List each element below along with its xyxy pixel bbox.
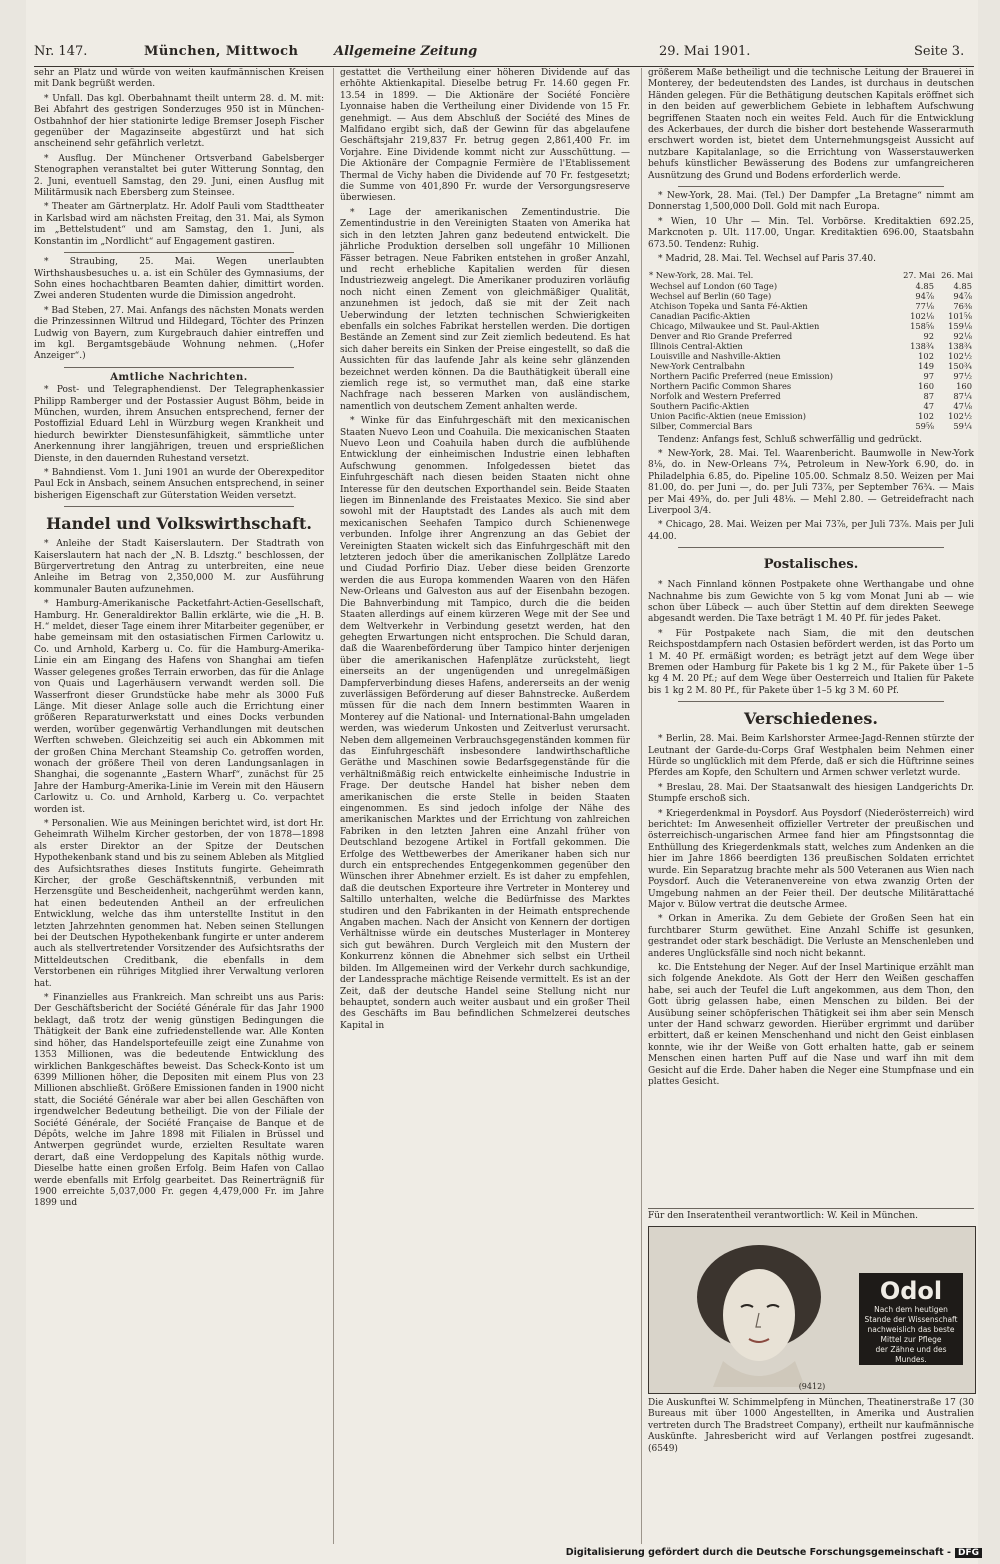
article-paragraph: * Post- und Telegraphendienst. Der Telegraphenkassier Philipp Ramberger und der Postassier August Böhm, beide in München, wurden, ihrem Ansuchen entsprechend, ferner der Postoffizial Eduard Lehl in Würzburg wegen Krankheit und hiedurch bewirkter Dienstesunfähigkeit, sämmtliche unter Anerkennung ihrer langjährigen, treuen und ersprießlichen Dienste, in den dauernden Ruhestand versetzt. (34, 385, 324, 464)
market-col-head: 26. Mai (941, 269, 973, 280)
market-price: 76⅜ (953, 300, 972, 311)
market-security: Silber, Commercial Bars (650, 420, 753, 431)
article-paragraph: * Ausflug. Der Münchener Ortsverband Gabelsberger Stenographen veranstaltet bei guter Witterung Sonntag, den 2. Juni, eventuell Samstag, den 29. Juni, einen Ausflug mit Militärmusik nach Ebersberg zum Steinsee. (34, 153, 324, 199)
market-row (648, 311, 974, 321)
market-price: 102½ (948, 350, 972, 361)
market-price: 101⅝ (948, 310, 972, 321)
market-heading: * New-York, 28. Mai. Tel. (649, 269, 754, 280)
market-row (648, 421, 974, 431)
market-price: 159⅛ (948, 320, 972, 331)
divider (64, 367, 294, 368)
market-price: 102 (918, 410, 934, 421)
ad-line: Mittel zur Pflege (880, 1335, 942, 1344)
article-paragraph: sehr an Platz und würde von weiten kaufmännischen Kreisen mit Dank begrüßt werden. (34, 68, 324, 90)
market-price: 97 (923, 370, 934, 381)
market-row (648, 371, 974, 381)
market-row (648, 341, 974, 351)
market-price: 138¾ (910, 340, 934, 351)
article-paragraph: * Kriegerdenkmal in Poysdorf. Aus Poysdorf (Niederösterreich) wird berichtet: Im Anwesenheit offizieller Vertreter der preußischen und österreichisch-ungarischen Armee fand hier am Pfingstsonntag die Enthüllung des Kriegerdenkmals statt, welches zum Andenken an die hier im Jahre 1866 beerdigten 136 preußischen Soldaten errichtet wurde. Ein Separatzug brachte mehr als 500 Veteranen aus Wien nach Poysdorf. Auch die Veteranenvereine von etwa zwanzig Orten der Umgebung nahmen an der Feier theil. Der deutsche Militärattaché Major v. Bülow vertrat die deutsche Armee. (648, 808, 974, 910)
market-price: 94⅞ (953, 290, 972, 301)
market-price: 160 (918, 380, 934, 391)
market-row (648, 391, 974, 401)
market-price: 87 (923, 390, 934, 401)
market-price: 138¾ (948, 340, 972, 351)
article-paragraph: * Anleihe der Stadt Kaiserslautern. Der Stadtrath von Kaiserslautern hat nach der „N. B. Ldsztg.“ beschlossen, der Bürgervertretung den Antrag zu unterbreiten, eine neue Anleihe im Betrag von 2,350,000 M. zur Ausführung kommunaler Bauten aufzunehmen. (34, 539, 324, 595)
market-row (648, 281, 974, 291)
article-paragraph: * New-York, 28. Mai. (Tel.) Der Dampfer „La Bretagne“ nimmt am Donnerstag 1,500,000 Doll. Gold mit nach Europa. (648, 191, 974, 213)
market-row (648, 321, 974, 331)
article-paragraph: * Bad Steben, 27. Mai. Anfangs des nächsten Monats werden die Prinzessinnen Wiltrud und Hildegard, Töchter des Prinzen Ludwig von Bayern, zum Kurgebrauch dahier eintreffen und im kgl. Bergamtsgebäude Wohnung nehmen. („Hofer Anzeiger“.) (34, 305, 324, 362)
dfg-logo: DFG (955, 1548, 982, 1558)
article-paragraph: * Straubing, 25. Mai. Wegen unerlaubten Wirthshausbesuches u. a. ist ein Schüler des Gymnasiums, der Sohn eines hochachtbaren Beamten dahier, dimittirt worden. Zwei anderen Studenten wurde die Dimission angedroht. (34, 257, 324, 302)
market-row (648, 301, 974, 311)
article-paragraph: * Theater am Gärtnerplatz. Hr. Adolf Pauli vom Stadttheater in Karlsbad wird am nächsten Freitag, den 31. Mai, als Symon im „Bettelstudent“ und am Samstag, den 1. Juni, als Konstantin im „Nordlicht“ auf Engagement gastiren. (34, 202, 324, 247)
column-rule (641, 68, 642, 1544)
market-price: 92 (923, 330, 934, 341)
market-price: 158⅝ (910, 320, 934, 331)
divider (678, 547, 944, 548)
market-row (648, 381, 974, 391)
market-price: 160 (956, 380, 972, 391)
article-paragraph: Tendenz: Anfangs fest, Schluß schwerfällig und gedrückt. (658, 434, 923, 445)
odol-bottle-label (859, 1273, 963, 1365)
article-paragraph: gestattet die Vertheilung einer höheren Dividende auf das erhöhte Aktienkapital. Dieselbe betrug Fr. 14.60 gegen Fr. 13.54 in 1899. — Die Aktionäre der Société Foncière Lyonnaise haben die Vertheilung einer Dividende von 15 Fr. genehmigt. — Aus dem Abschluß der Société des Mines de Malfidano ergibt sich, daß der Gewinn für das abgelaufene Geschäftsjahr 219,837 Fr. betrug gegen 2,861,400 Fr. im Vorjahre. Eine Dividende kommt nicht zur Ausschüttung. — Die Aktionäre der Compagnie Fermière de l'Etablissement Thermal de Vichy haben die Dividende auf 70 Fr. festgesetzt; die Summe von 401,890 Fr. wurde der Versorgungsreserve überwiesen. (340, 68, 630, 204)
ad-code: (9412) (798, 1382, 826, 1391)
market-price: 59⅝ (915, 420, 934, 431)
market-row (648, 291, 974, 301)
divider (678, 701, 944, 702)
market-security: Wechsel auf London (60 Tage) (650, 280, 778, 291)
market-price: 102 (918, 350, 934, 361)
masthead-rule (34, 66, 974, 67)
market-security: Louisville and Nashville-Aktien (650, 350, 781, 361)
market-price: 94⅞ (915, 290, 934, 301)
masthead (34, 44, 974, 68)
market-security: Illinois Central-Aktien (650, 340, 743, 351)
column-1 (34, 68, 324, 1548)
market-row (648, 331, 974, 341)
ad-line: der Zähne und des Mundes. (875, 1345, 947, 1364)
article-paragraph: * Wien, 10 Uhr — Min. Tel. Vorbörse. Kreditaktien 692.25, Markcnoten p. Ult. 117.00, Ungar. Kreditaktien 696.00, Staatsbahn 673.50. Tendenz: Ruhig. (648, 216, 974, 250)
market-row (648, 351, 974, 361)
market-security: Wechsel auf Berlin (60 Tage) (650, 290, 772, 301)
market-security: Chicago, Milwaukee und St. Paul-Aktien (650, 320, 820, 331)
article-paragraph: kc. Die Entstehung der Neger. Auf der Insel Martinique erzählt man sich folgende Anekdote. Als Gott der Herr den Weißen geschaffen habe, sei auch der Teufel die Luft angekommen, aus dem Thon, den Gott übrig gelassen habe, einen Menschen zu bilden. Bei der Ausübung seiner schöpferischen Thätigkeit sei ihm aber sein Mensch unter der Hand schwarz geworden. Hierüber ergrimmt und darüber erbittert, daß er keinen Menschenhand und nicht den Geist einblasen konnte, wie ihr der Weiße von Gott erhalten hatte, gab er seinem Menschen einen harten Puff auf die Nase und warf ihn mit dem Gesicht auf die Erde. Daher haben die Neger eine Stumpfnase und ein plattes Gesicht. (648, 962, 974, 1087)
article-paragraph: größerem Maße betheiligt und die technische Leitung der Brauerei in Monterey, der bedeutendsten des Landes, ist durchaus in deutschen Händen gelegen. Für die Bethätigung deutschen Kapitals eröffnet sich in den beiden auf gewerblichem Gebiete in lebhaftem Aufschwung begriffenen Staaten noch ein weites Feld. Auch für die Entwicklung des Ackerbaues, der durch die bisher dort bestehende Wasserarmuth erschwert worden ist, bietet dem Unternehmungsgeist Aussicht auf nutzbare Kapitalanlage, so die Errichtung von Wasserstauwerken behufs künstlicher Bewässerung des Bodens zur umfangreicheren Ausnützung des Grund und Bodens erforderlich werde. (648, 68, 974, 181)
market-price: 4.85 (953, 280, 972, 291)
divider (678, 186, 944, 187)
market-security: Union Pacific-Aktien (neue Emission) (650, 410, 807, 421)
divider (64, 252, 294, 253)
market-price: 97½ (953, 370, 972, 381)
market-price: 47⅛ (953, 400, 972, 411)
article-paragraph: * Lage der amerikanischen Zementindustrie. Die Zementindustrie in den Vereinigten Staaten von Amerika hat sich in den letzten Jahren ganz bedeutend entwickelt. Die jährliche Produktion derselben soll ungefähr 10 Millionen Fässer betragen. Neue Fabriken entstehen in großer Anzahl, und recht erhebliche Kapitalien werden für diesen Industriezweig angelegt. Die Amerikaner produziren vorläufig noch nicht einen Zement von gleichmäßiger Qualität, anzunehmen ist jedoch, daß sie mit der Zeit nach Ueberwindung der letzten technischen Schwierigkeiten ebenfalls ein solches Fabrikat herstellen werden. Die dortigen Bestände an Zement sind zur Zeit ziemlich bedeutend. Es hat sich daher bereits ein Sinken der Preise eingestellt, so daß die Aussichten für das laufende Jahr als keine sehr glänzenden bezeichnet werden können. Da die Bauthätigkeit überall eine ziemlich rege ist, so vermuthet man, daß eine starke Nachfrage nach besseren Marken von ausländischem, namentlich von deutschem Zement anhalten werde. (340, 207, 630, 412)
article-paragraph: * Berlin, 28. Mai. Beim Karlshorster Armee-Jagd-Rennen stürzte der Leutnant der Garde-du-Corps Graf Westphalen beim Nehmen einer Hürde so unglücklich mit dem Pferde, daß er sich die Hüftrinne seines Pferdes am Kopfe, den Schultern und Armen schwer verletzt wurde. (648, 734, 974, 779)
column-rule (333, 68, 334, 1544)
market-price: 150¾ (948, 360, 972, 371)
section-heading: Verschiedenes. (744, 709, 878, 729)
market-security: Northern Pacific Common Shares (650, 380, 792, 391)
editor-line: Für den Inseratentheil verantwortlich: W. Keil in München. (648, 1208, 974, 1221)
article-paragraph: * Unfall. Das kgl. Oberbahnamt theilt unterm 28. d. M. mit: Bei Abfahrt des gestrigen Sonderzuges 950 ist in München-Ostbahnhof der hier stationirte ledige Bremser Joseph Fischer gegenüber der Magazinseite abgestürzt und hat sich anscheinend sehr gefährlich verletzt. (34, 93, 324, 150)
market-price: 92⅛ (953, 330, 972, 341)
article-paragraph: * Chicago, 28. Mai. Weizen per Mai 73⅞, per Juli 73⅞. Mais per Juli 44.00. (648, 520, 974, 542)
market-security: Canadian Pacific-Aktien (650, 310, 751, 321)
ad-line: Nach dem heutigen (874, 1305, 948, 1314)
market-security: Southern Pacific-Aktien (650, 400, 750, 411)
woman-portrait-illustration (679, 1237, 839, 1387)
market-price: 102½ (948, 410, 972, 421)
article-paragraph: * Personalien. Wie aus Meiningen berichtet wird, ist dort Hr. Geheimrath Wilhelm Kircher gestorben, der von 1878—1898 als erster Direktor an der Spitze der Deutschen Hypothekenbank stand und bis zu seinem Ableben als Mitglied des Aufsichtsrathes dieses Instituts fungirte. Geheimrath Kircher, der große Geschäftskenntniß, verbunden mit Herzensgüte und Bescheidenheit, nachgerühmt werden kann, hat einen bedeutenden Antheil an der erfreulichen Entwicklung, welche das ihm unterstellte Institut in den letzten Jahrzehnten genommen hat. Neben seinen Stellungen bei der Deutschen Hypothekenbank fungirte er unter anderem auch als stellvertretender Vorsitzender des Aufsichtsraths der Mitteldeutschen Creditbank, die ebenfalls in dem Verstorbenen ein rühriges Mitglied ihrer Verwaltung verloren hat. (34, 818, 324, 989)
section-heading: Postalisches. (763, 557, 859, 573)
credit-text: Digitalisierung gefördert durch die Deutsche Forschungsgemeinschaft - (565, 1547, 951, 1558)
article-paragraph: * Bahndienst. Vom 1. Juni 1901 an wurde der Oberexpeditor Paul Eck in Ansbach, seinem Ansuchen entsprechend, in seiner bisherigen Eigenschaft zur Güterstation Weiden versetzt. (34, 468, 324, 501)
section-subheading: Amtliche Nachrichten. (110, 371, 248, 383)
schimmelpfeng-advertisement: Die Auskunftei W. Schimmelpfeng in München, Theatinerstraße 17 (30 Bureaus mit über 1000 Angestellten, in Amerika und Australien vertreten durch The Bradstreet Company), ertheilt nur kaufmännische Auskünfte. Jahresbericht wird auf Verlangen postfrei zugesandt. (6549) (648, 1398, 974, 1454)
market-security: Atchison Topeka und Santa Fé-Aktien (650, 300, 808, 311)
article-paragraph: * Hamburg-Amerikanische Packetfahrt-Actien-Gesellschaft, Hamburg. Hr. Generaldirektor Ballin erklärte, wie die „H. B. H.“ meldet, dieser Tage einem ihrer Mitarbeiter gegenüber, er habe gemeinsam mit den ostasiatischen Firmen Carlowitz u. Co. und Arnhold, Karberg u. Co. für die Hamburg-Amerika-Linie ein am Eingang des Hafens von Shanghai am tiefen Wasser gelegenes großes Terrain erworben, das für die Anlage von Quais und Lagerhäusern verwandt werden soll. Die Wasserfront dieser Grundstücke habe mehr als 3000 Fuß Länge. Mit dieser Anlage solle auch die Errichtung einer größeren Reparaturwerkstatt und eines Docks verbunden werden, worüber gegenwärtig Verhandlungen mit deutschen Werften schweben. Gleichzeitig sei auch ein Abkommen mit der großen China Merchant Steamship Co. getroffen worden, wonach der größere Theil von deren Landungsanlagen in Shanghai, die sogenannte „Eastern Wharf“, zunächst für 25 Jahre der Hamburg-Amerika-Linie im Verein mit den Häusern Carlowitz u. Co. und Arnhold, Karberg u. Co. verpachtet worden ist. (34, 599, 324, 815)
market-table (648, 269, 974, 431)
article-paragraph: * Winke für das Einfuhrgeschäft mit den mexicanischen Staaten Nuevo Leon und Coahuila. Die mexicanischen Staaten Nuevo Leon und Coahuila haben durch die aufblühende Entwicklung der einheimischen Industrie einen lebhaften Aufschwung genommen. Infolgedessen bietet das Einfuhrgeschäft nach diesen beiden Staaten nicht ohne Interesse für den deutschen Exporthandel sein. Beide Staaten liegen im Binnenlande des Freistaates Mexico. Sie sind aber sowohl mit der Hauptstadt des Landes als auch mit dem mexicanischen Seehafen Tampico durch Schienenwege verbunden. Infolge ihrer Angrenzung an das Gebiet der Vereinigten Staaten wickelt sich das Einfuhrgeschäft mit den letzteren jedoch über die amerikanischen Zollplätze Laredo und Ciudad Porfirio Diaz. Ueber diese beiden Grenzorte werden die aus Europa kommenden Waaren von den Häfen New-Orleans und Galveston aus auf der Eisenbahn bezogen. Die Bahnverbindung mit Tampico, durch die die beiden Staaten allerdings auf einem kürzeren Wege mit der See und dem Weltverkehr in Verbindung gesetzt werden, hat den gehegten Erwartungen nicht entsprochen. Die Schuld daran, daß die Waarenbeförderung über Tampico hinter derjenigen über die amerikanischen Hafenplätze zurücksteht, liegt einerseits an der ungenügenden und unregelmäßigen Dampferverbindung dieses Hafens, andererseits an der wenig zuverlässigen Beförderung auf dieser Bahnstrecke. Außerdem müssen für die nach dem Innern bestimmten Waaren in Monterey auf die National- und International-Bahn umgeladen werden, was wiederum Unkosten und Zeitverlust verursacht. Neben dem allgemeinen Verbrauchsgegenständen kommen für das Einfuhrgeschäft insbesondere landwirthschaftliche Geräthe und Maschinen sowie Bedarfsgegenstände für die verhältnißmäßig reich entwickelte einheimische Industrie in Frage. Der deutsche Handel hat bisher neben dem amerikanischen die erste Stelle in beiden Staaten eingenommen. Es sind jedoch infolge der Nähe des amerikanischen Marktes und der Errichtung von zahlreichen Fabriken in den letzten Jahren eine Anzahl früher von Deutschland bezogene Artikel in Fortfall gekommen. Die Erfolge des Wettbewerbes der Amerikaner haben sich nur durch ein entsprechendes Entgegenkommen gegenüber den Wünschen ihrer Abnehmer erzielt. Es ist daher zu empfehlen, daß die deutschen Exporteure ihre Vertreter in Monterey und Saltillo unterhalten, welche die Bedürfnisse des Marktes studiren und den Fabrikanten in der Heimath entsprechende Angaben machen. Nach der Ansicht von Kennern der dortigen Verhältnisse würde ein deutsches Musterlager in Monterey sich gut bewähren. Durch Vergleich mit den Mustern der Konkurrenz können die Abnehmer sich selbst ein Urtheil bilden. Im Allgemeinen wird der Verkehr durch sachkundige, der Landessprache mächtige Reisende vermittelt. Es ist an der Zeit, daß der deutsche Handel seine Stellung nicht nur behauptet, sondern auch weiter ausbaut und ein großer Theil des Geschäfts im Bau befindlichen Schmelzerei deutsches Kapital in (340, 416, 630, 1031)
odol-advertisement (648, 1226, 976, 1394)
market-security: Northern Pacific Preferred (neue Emission) (650, 370, 833, 381)
article-paragraph: * Breslau, 28. Mai. Der Staatsanwalt des hiesigen Landgerichts Dr. Stumpfe erschoß sich. (648, 782, 974, 805)
market-col-head: 27. Mai (903, 269, 935, 280)
issue-number: Nr. 147. (34, 44, 88, 59)
issue-date: 29. Mai 1901. (659, 44, 751, 59)
ad-line: nachweislich das beste (867, 1325, 955, 1334)
section-heading: Handel und Volkswirthschaft. (46, 514, 312, 534)
market-row (648, 361, 974, 371)
market-security: New-York Centralbahn (650, 360, 745, 371)
digitization-credit (566, 1547, 982, 1558)
article-paragraph: * Für Postpakete nach Siam, die mit den deutschen Reichspostdampfern nach Ostasien befördert werden, ist das Porto um 1 M. 40 Pf. ermäßigt worden; es beträgt jetzt auf dem Wege über Bremen oder Hamburg für Pakete bis 1 kg 2 M., für Pakete über 1–5 kg 4 M. 20 Pf.; auf dem Wege über Oesterreich und Italien für Pakete bis 1 kg 2 M. 80 Pf., für Pakete über 1–5 kg 3 M. 60 Pf. (648, 628, 974, 696)
page-number: Seite 3. (914, 44, 965, 59)
market-price: 47 (923, 400, 934, 411)
ad-line: Stande der Wissenschaft (864, 1315, 958, 1324)
market-security: Norfolk and Western Preferred (650, 390, 781, 401)
article-paragraph: * Finanzielles aus Frankreich. Man schreibt uns aus Paris: Der Geschäftsbericht der Société Générale für das Jahr 1900 beklagt, daß trotz der wenig günstigen Bedingungen die Thätigkeit der Bank eine zufriedenstellende war. Alle Konten sind höher, das Handelsportefeuille zeigt eine Zunahme von 1353 Millionen, was die bedeutende Entwicklung des wirklichen Bankgeschäftes beweist. Das Scheck-Konto ist um 6399 Millionen höher, die Depositen mit einem Plus von 23 Millionen abschließt. Größere Emissionen fanden in 1900 nicht statt, die Société Générale war aber bei allen Geschäften von irgendwelcher Bedeutung betheiligt. Die von der Filiale der Société Générale, der Société Française de Banque et de Dépôts, welche im Jahre 1898 mit Filialen in Brüssel und Antwerpen gegründet wurde, erzielten Resultate waren derart, daß eine Verdoppelung des Kapitals nöthig wurde. Dieselbe hatte einen großen Erfolg. Beim Hafen von Callao werde ebenfalls mit Erfolg gearbeitet. Das Reinerträgniß für 1900 erreichte 5,037,000 Fr. gegen 4,479,000 Fr. im Jahre 1899 und (34, 993, 324, 1209)
article-paragraph: * Orkan in Amerika. Zu dem Gebiete der Großen Seen hat ein furchtbarer Sturm gewüthet. Eine Anzahl Schiffe ist gesunken, gestrandet oder stark beschädigt. Die Verluste an Menschenleben und anderes Unglücksfälle sind noch nicht bekannt. (648, 914, 974, 959)
place-day: München, Mittwoch (144, 44, 299, 59)
market-security: Denver and Rio Grande Preferred (650, 330, 793, 341)
market-price: 4.85 (915, 280, 934, 291)
ad-brand: Odol (879, 1277, 943, 1305)
market-row (648, 411, 974, 421)
market-price: 77⅛ (915, 300, 934, 311)
paper-title: Allgemeine Zeitung (334, 44, 478, 59)
column-2 (340, 68, 630, 1548)
market-row (648, 401, 974, 411)
market-price: 87¼ (953, 390, 972, 401)
market-price: 59¼ (953, 420, 972, 431)
divider (64, 506, 294, 507)
article-paragraph: * New-York, 28. Mai. Tel. Waarenbericht. Baumwolle in New-York 8⅛, do. in New-Orleans 7¾, Petroleum in New-York 6.90, do. in Philadelphia 6.85, do. Pipeline 105.00. Schmalz 8.50. Weizen per Mai 81.00, do. per Juni —, do. per Juli 73⅞, per September 76¾. — Mais per Mai 49⅝, do. per Juli 48⅛. — Mehl 2.80. — Getreidefracht nach Liverpool 3/4. (648, 448, 974, 516)
article-paragraph: * Nach Finnland können Postpakete ohne Werthangabe und ohne Nachnahme bis zum Gewichte von 5 kg vom Monat Juni ab — wie schon über Lübeck — auch über Stettin auf dem direkten Seewege abgesandt werden. Die Taxe beträgt 1 M. 40 Pf. für jedes Paket. (648, 580, 974, 625)
market-price: 102⅛ (910, 310, 934, 321)
market-price: 149 (918, 360, 934, 371)
article-paragraph: * Madrid, 28. Mai. Tel. Wechsel auf Paris 37.40. (658, 254, 876, 265)
